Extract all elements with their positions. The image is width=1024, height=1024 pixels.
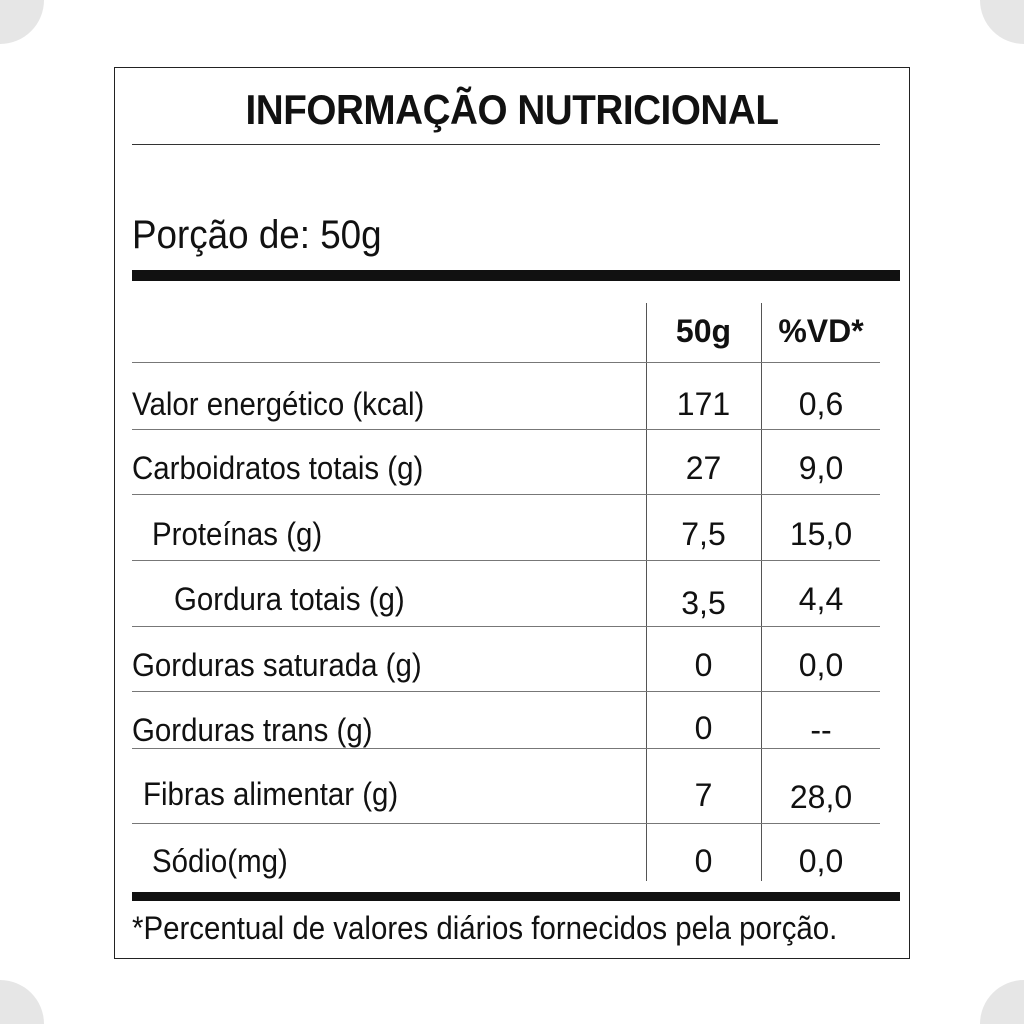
nutrient-amount: 3,5 bbox=[681, 585, 726, 621]
nutrient-dv: 0,0 bbox=[798, 843, 844, 879]
nutrient-dv: 0,6 bbox=[798, 386, 844, 422]
corner-decoration bbox=[980, 980, 1024, 1024]
row-divider bbox=[132, 691, 880, 692]
row-divider bbox=[132, 748, 880, 749]
nutrient-label: Carboidratos totais (g) bbox=[132, 450, 424, 486]
nutrient-amount: 7 bbox=[694, 777, 713, 813]
nutrient-amount: 0 bbox=[694, 843, 713, 879]
corner-decoration bbox=[0, 0, 44, 44]
corner-decoration bbox=[980, 0, 1024, 44]
corner-decoration bbox=[0, 980, 44, 1024]
nutrient-dv: -- bbox=[810, 712, 832, 748]
nutrient-dv: 0,0 bbox=[798, 647, 844, 683]
thick-divider bbox=[132, 270, 900, 281]
nutrition-label bbox=[114, 67, 910, 959]
row-divider bbox=[132, 362, 880, 363]
row-divider bbox=[132, 823, 880, 824]
nutrient-amount: 171 bbox=[676, 386, 731, 422]
nutrient-dv: 9,0 bbox=[798, 450, 844, 486]
nutrient-amount: 0 bbox=[694, 710, 713, 746]
row-divider bbox=[132, 429, 880, 430]
serving-size: Porção de: 50g bbox=[132, 213, 382, 257]
nutrient-label: Gorduras saturada (g) bbox=[132, 647, 422, 683]
column-header-dv: %VD* bbox=[778, 313, 864, 349]
thick-divider bbox=[132, 892, 900, 901]
nutrient-dv: 4,4 bbox=[798, 581, 844, 617]
nutrient-amount: 27 bbox=[685, 450, 722, 486]
nutrient-dv: 15,0 bbox=[789, 516, 853, 552]
label-title: INFORMAÇÃO NUTRICIONAL bbox=[245, 86, 779, 133]
nutrient-label: Proteínas (g) bbox=[152, 516, 323, 552]
nutrient-amount: 0 bbox=[694, 647, 713, 683]
nutrient-label: Sódio(mg) bbox=[152, 843, 288, 879]
row-divider bbox=[132, 560, 880, 561]
row-divider bbox=[132, 494, 880, 495]
nutrient-label: Gordura totais (g) bbox=[174, 581, 405, 617]
title-divider bbox=[132, 144, 880, 145]
column-header-amount: 50g bbox=[675, 313, 732, 349]
footnote: *Percentual de valores diários fornecidos pela porção. bbox=[132, 910, 838, 946]
nutrient-label: Valor energético (kcal) bbox=[132, 386, 425, 422]
nutrient-amount: 7,5 bbox=[681, 516, 726, 552]
nutrient-dv: 28,0 bbox=[789, 779, 853, 815]
nutrient-label: Fibras alimentar (g) bbox=[143, 776, 399, 812]
nutrient-label: Gorduras trans (g) bbox=[132, 712, 373, 748]
row-divider bbox=[132, 626, 880, 627]
